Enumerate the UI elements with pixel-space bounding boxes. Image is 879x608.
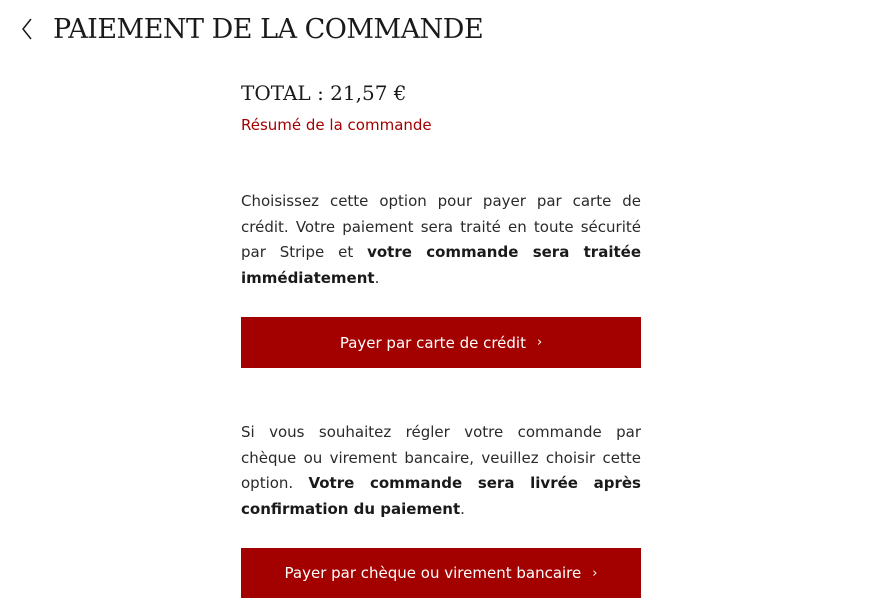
pay-by-card-label: Payer par carte de crédit: [339, 333, 526, 352]
chevron-right-icon: ›: [592, 565, 598, 581]
transfer-option-text-end: .: [460, 499, 465, 518]
card-option-emphasis: votre commande sera traitée immédiatement: [241, 243, 641, 287]
order-summary-link[interactable]: Résumé de la commande: [241, 116, 432, 134]
pay-by-check-or-transfer-label: Payer par chèque ou virement bancaire: [284, 564, 582, 582]
order-total: TOTAL : 21,57 €: [241, 81, 407, 105]
card-option-text: Choisissez cette option pour payer par carte de crédit. Votre paiement sera traité en toute sécurité par Stripe et: [241, 192, 641, 261]
transfer-option-emphasis: Votre commande sera livrée après confirmation du paiement: [241, 474, 641, 518]
card-option-description: [241, 189, 641, 291]
back-button[interactable]: [14, 12, 40, 46]
card-option-text-end: .: [374, 268, 380, 287]
chevron-left-icon: [21, 17, 33, 41]
pay-by-card-button[interactable]: [241, 317, 641, 368]
chevron-right-icon: ›: [536, 335, 543, 350]
transfer-option-description: [241, 420, 641, 522]
pay-by-check-or-transfer-button[interactable]: [241, 548, 641, 598]
transfer-option-text: Si vous souhaitez régler votre commande par chèque ou virement bancaire, veuillez choisir cette option.: [241, 423, 641, 492]
page-title: PAIEMENT DE LA COMMANDE: [53, 14, 484, 45]
page-header: [0, 0, 879, 60]
